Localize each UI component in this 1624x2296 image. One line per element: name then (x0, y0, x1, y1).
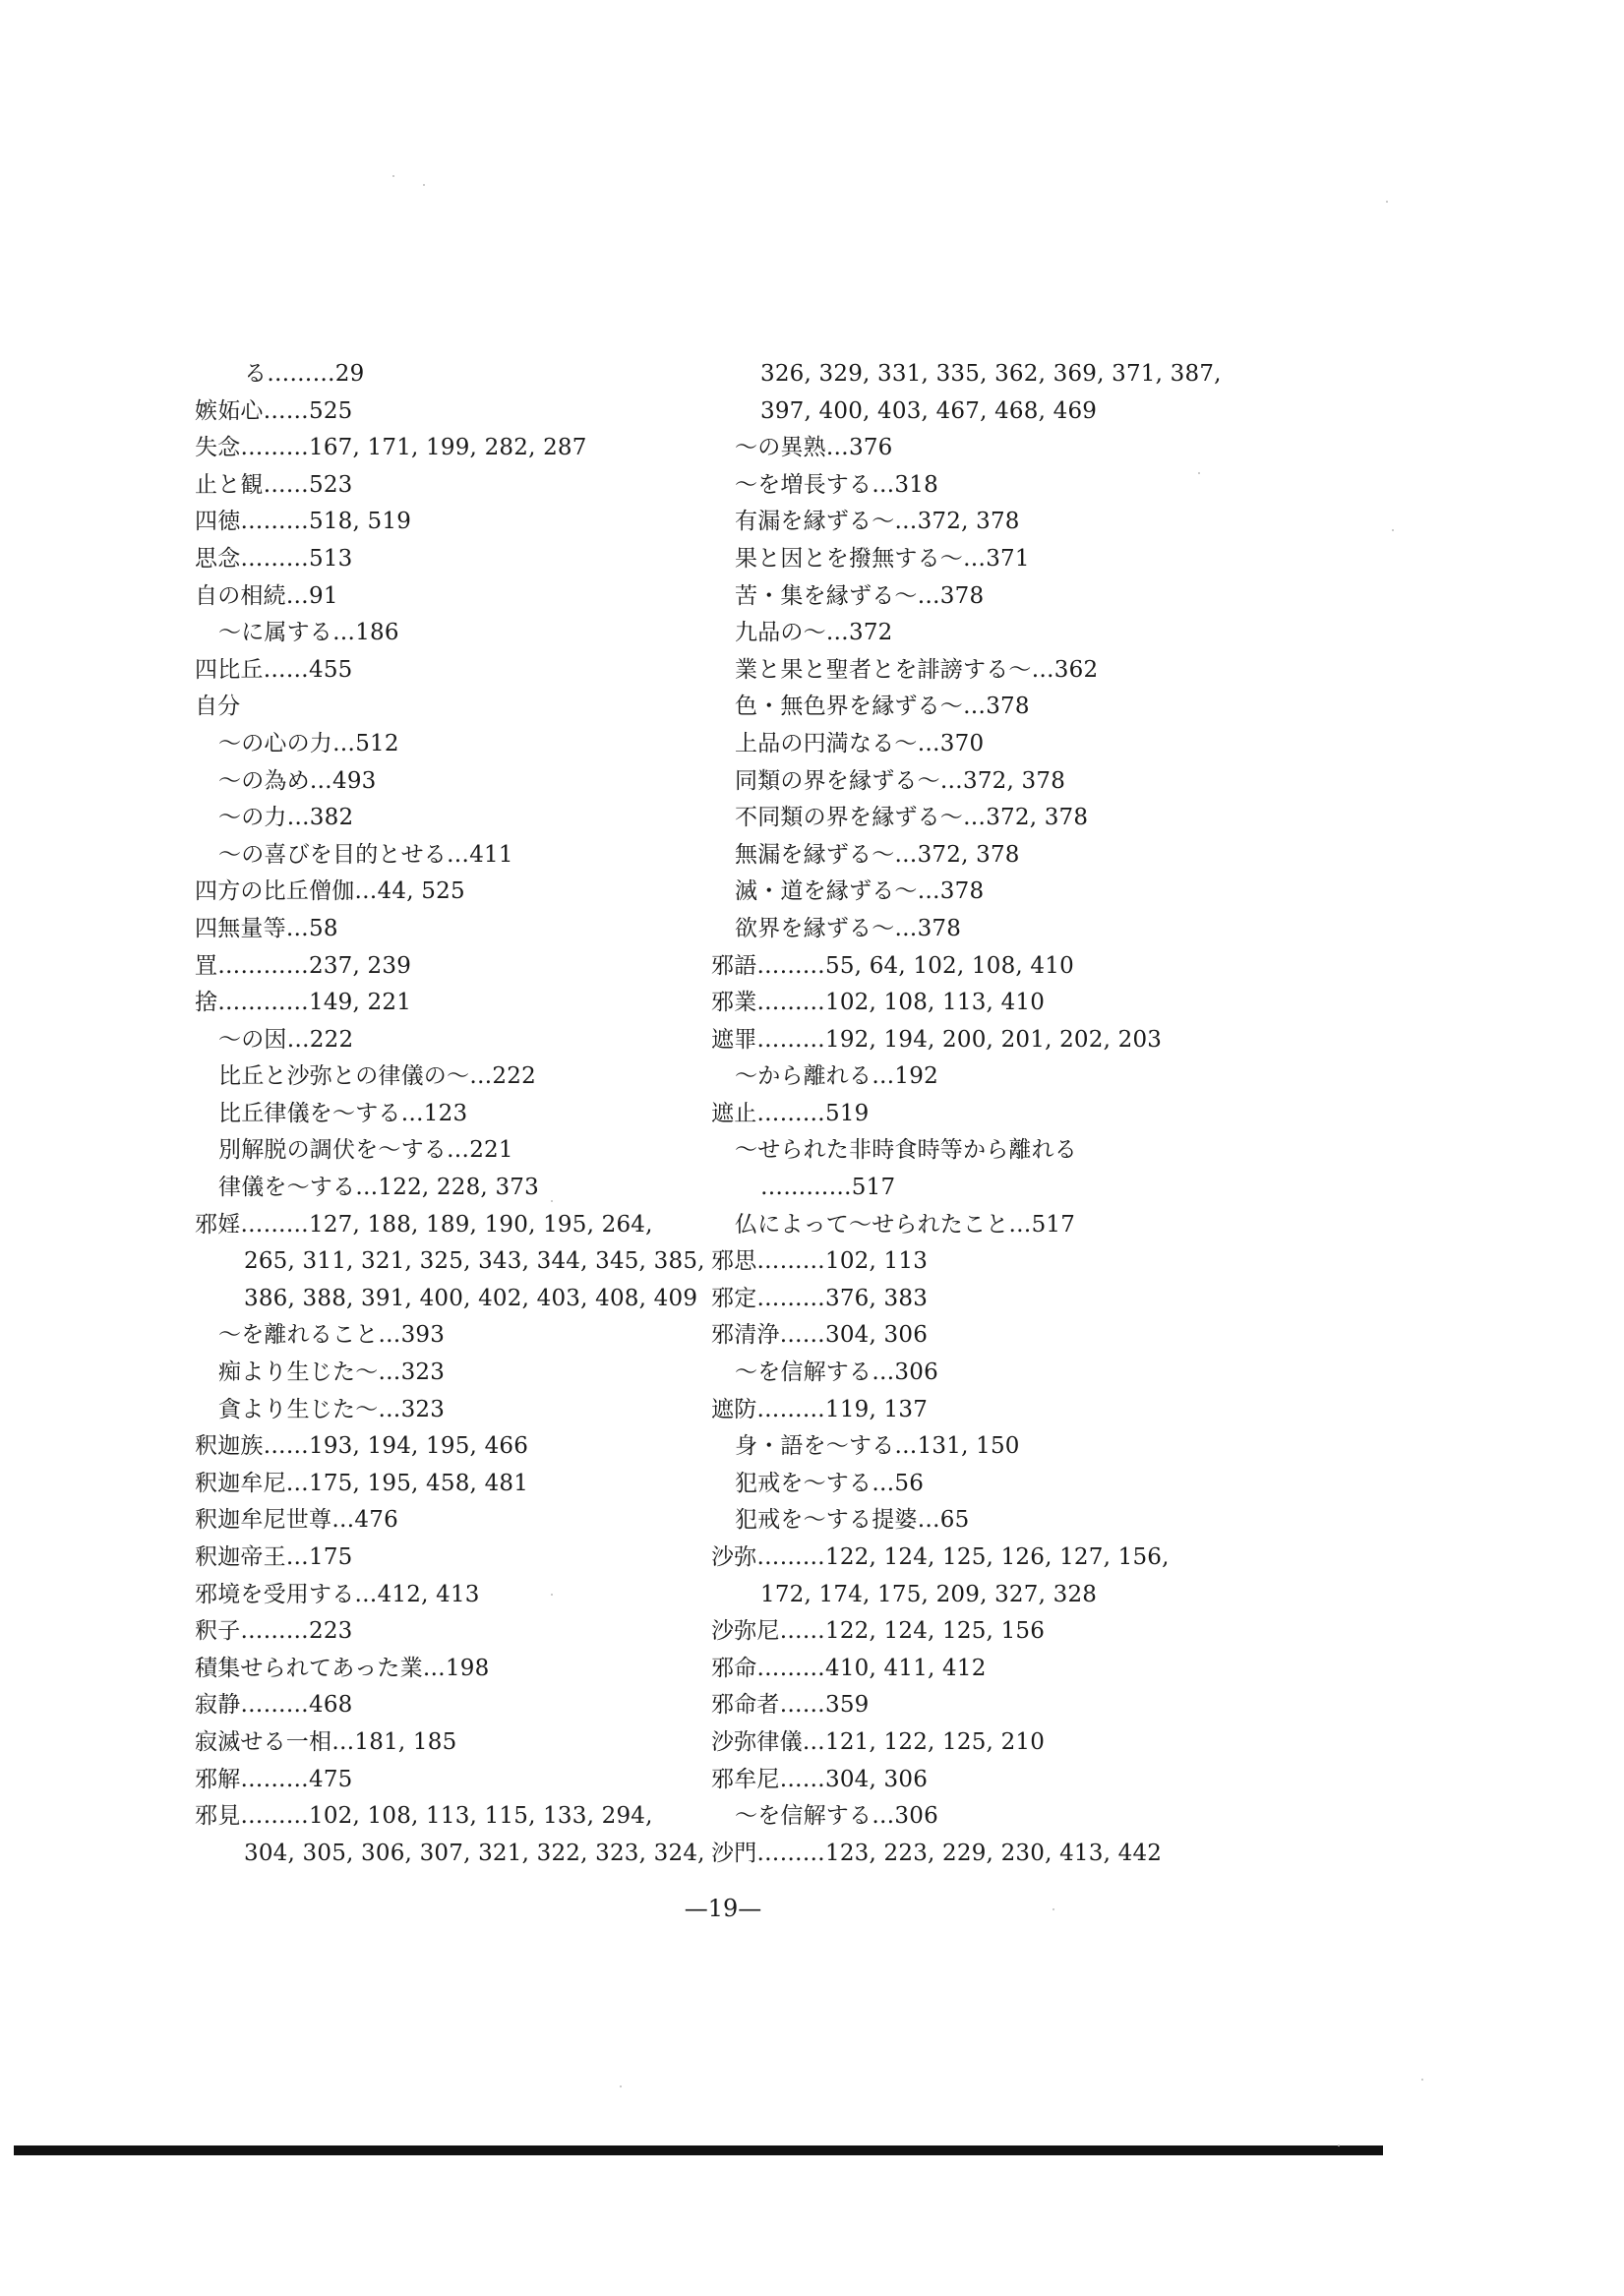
index-continuation: 386, 388, 391, 400, 402, 403, 408, 409 (244, 1285, 698, 1311)
index-subentry: 身・語を～する…131, 150 (735, 1433, 1020, 1460)
index-entry: 四比丘……455 (195, 656, 353, 683)
index-entry: 罝…………237, 239 (195, 952, 412, 979)
scan-speck (1386, 201, 1388, 203)
index-entry: 邪思………102, 113 (711, 1248, 929, 1275)
scan-speck (1421, 2079, 1423, 2081)
index-column-left (195, 356, 706, 1872)
index-entry: 邪解………475 (195, 1766, 353, 1792)
index-entry: 邪境を受用する…412, 413 (195, 1581, 480, 1607)
index-subentry: 上品の円満なる～…370 (735, 730, 985, 756)
scan-speck (1198, 472, 1200, 474)
scan-speck (1338, 2145, 1340, 2146)
scan-speck (620, 2085, 622, 2087)
bottom-scan-edge (14, 2145, 1383, 2155)
index-subentry: 比丘律儀を～する…123 (218, 1100, 468, 1126)
index-subentry: ～の為め…493 (218, 767, 377, 794)
scan-speck (1392, 529, 1394, 531)
index-entry: 沙弥尼……122, 124, 125, 156 (711, 1618, 1046, 1645)
index-entry: 四徳………518, 519 (195, 509, 412, 535)
index-entry: 釈迦牟尼世尊…476 (195, 1507, 398, 1534)
index-entry: 沙弥律儀…121, 122, 125, 210 (711, 1728, 1046, 1755)
index-entry: 四方の比丘僧伽…44, 525 (195, 878, 465, 905)
index-subentry: 痴より生じた～…323 (218, 1359, 446, 1386)
index-subentry: ～を信解する…306 (735, 1803, 938, 1830)
index-entry: 自の相続…91 (195, 582, 338, 609)
index-entry: 釈迦帝王…175 (195, 1544, 353, 1570)
index-continuation: る………29 (244, 361, 365, 387)
index-entry: 邪語………55, 64, 102, 108, 410 (711, 952, 1074, 979)
index-entry: 四無量等…58 (195, 915, 338, 941)
scan-speck (392, 175, 394, 177)
index-subentry: 有漏を縁ずる～…372, 378 (735, 509, 1020, 535)
index-entry: 邪清浄……304, 306 (711, 1322, 929, 1349)
scan-speck (423, 184, 425, 186)
index-entry: 沙弥………122, 124, 125, 126, 127, 156, (711, 1544, 1170, 1570)
index-subentry: ～せられた非時食時等から離れる (735, 1137, 1077, 1164)
index-subentry: ～の喜びを目的とせる…411 (218, 841, 513, 868)
index-entry: 止と観……523 (195, 471, 353, 498)
index-subentry: 別解脱の調伏を～する…221 (218, 1137, 513, 1164)
index-entry: 失念………167, 171, 199, 282, 287 (195, 435, 587, 461)
scan-speck (551, 1594, 553, 1596)
index-subentry: 貪より生じた～…323 (218, 1396, 446, 1422)
index-subentry: 九品の～…372 (735, 620, 893, 646)
index-subentry: ～の因…222 (218, 1026, 354, 1053)
index-entry: 思念………513 (195, 545, 353, 572)
page-number: —19— (684, 1895, 762, 1922)
index-continuation: 304, 305, 306, 307, 321, 322, 323, 324, (244, 1840, 705, 1866)
index-subentry: 不同類の界を縁ずる～…372, 378 (735, 805, 1089, 831)
index-subentry: 果と因とを撥無する～…371 (735, 545, 1030, 572)
index-subentry: 無漏を縁ずる～…372, 378 (735, 841, 1020, 868)
index-entry: 邪婬………127, 188, 189, 190, 195, 264, (195, 1211, 653, 1238)
index-entry: 嫉妬心……525 (195, 397, 353, 424)
scan-speck (1053, 1908, 1054, 1910)
index-entry: 邪定………376, 383 (711, 1285, 929, 1311)
index-entry: 邪命者……359 (711, 1692, 870, 1719)
index-subentry: 律儀を～する…122, 228, 373 (218, 1175, 539, 1201)
index-continuation: …………517 (760, 1175, 896, 1201)
index-column-right (711, 356, 1223, 1872)
index-entry: 邪牟尼……304, 306 (711, 1766, 929, 1792)
index-subentry: 同類の界を縁ずる～…372, 378 (735, 767, 1066, 794)
index-entry: 遮罪………192, 194, 200, 201, 202, 203 (711, 1026, 1163, 1053)
index-subentry: 苦・集を縁ずる～…378 (735, 582, 985, 609)
index-subentry: 滅・道を縁ずる～…378 (735, 878, 985, 905)
index-subentry: 欲界を縁ずる～…378 (735, 915, 962, 941)
index-entry: 寂静………468 (195, 1692, 353, 1719)
index-subentry: 仏によって～せられたこと…517 (735, 1211, 1076, 1238)
index-continuation: 326, 329, 331, 335, 362, 369, 371, 387, (760, 361, 1222, 387)
index-subentry: ～の力…382 (218, 805, 354, 831)
index-entry: 寂滅せる一相…181, 185 (195, 1728, 457, 1755)
scan-speck (551, 1200, 553, 1202)
index-subentry: ～を信解する…306 (735, 1359, 938, 1386)
index-entry: 釈迦牟尼…175, 195, 458, 481 (195, 1470, 529, 1496)
index-subentry: 犯戒を～する…56 (735, 1470, 925, 1496)
index-subentry: ～の異熟…376 (735, 435, 893, 461)
index-subentry: 色・無色界を縁ずる～…378 (735, 694, 1030, 720)
index-entry: 自分 (195, 694, 241, 720)
index-continuation: 397, 400, 403, 467, 468, 469 (760, 397, 1098, 424)
index-entry: 釈迦族……193, 194, 195, 466 (195, 1433, 529, 1460)
index-subentry: 犯戒を～する提婆…65 (735, 1507, 970, 1534)
index-entry: 邪業………102, 108, 113, 410 (711, 990, 1046, 1016)
index-continuation: 172, 174, 175, 209, 327, 328 (760, 1581, 1098, 1607)
index-entry: 邪見………102, 108, 113, 115, 133, 294, (195, 1803, 653, 1830)
index-subentry: ～を増長する…318 (735, 471, 938, 498)
index-entry: 遮防………119, 137 (711, 1396, 929, 1422)
index-subentry: 業と果と聖者とを誹謗する～…362 (735, 656, 1099, 683)
index-entry: 邪命………410, 411, 412 (711, 1655, 987, 1681)
index-subentry: ～に属する…186 (218, 620, 399, 646)
index-entry: 遮止………519 (711, 1100, 870, 1126)
index-subentry: ～の心の力…512 (218, 730, 399, 756)
index-continuation: 265, 311, 321, 325, 343, 344, 345, 385, (244, 1248, 705, 1275)
index-entry: 沙門………123, 223, 229, 230, 413, 442 (711, 1840, 1163, 1866)
index-subentry: ～から離れる…192 (735, 1063, 938, 1090)
index-subentry: 比丘と沙弥との律儀の～…222 (218, 1063, 536, 1090)
index-entry: 積集せられてあった業…198 (195, 1655, 490, 1681)
index-subentry: ～を離れること…393 (218, 1322, 446, 1349)
index-entry: 釈子………223 (195, 1618, 353, 1645)
index-entry: 捨…………149, 221 (195, 990, 412, 1016)
